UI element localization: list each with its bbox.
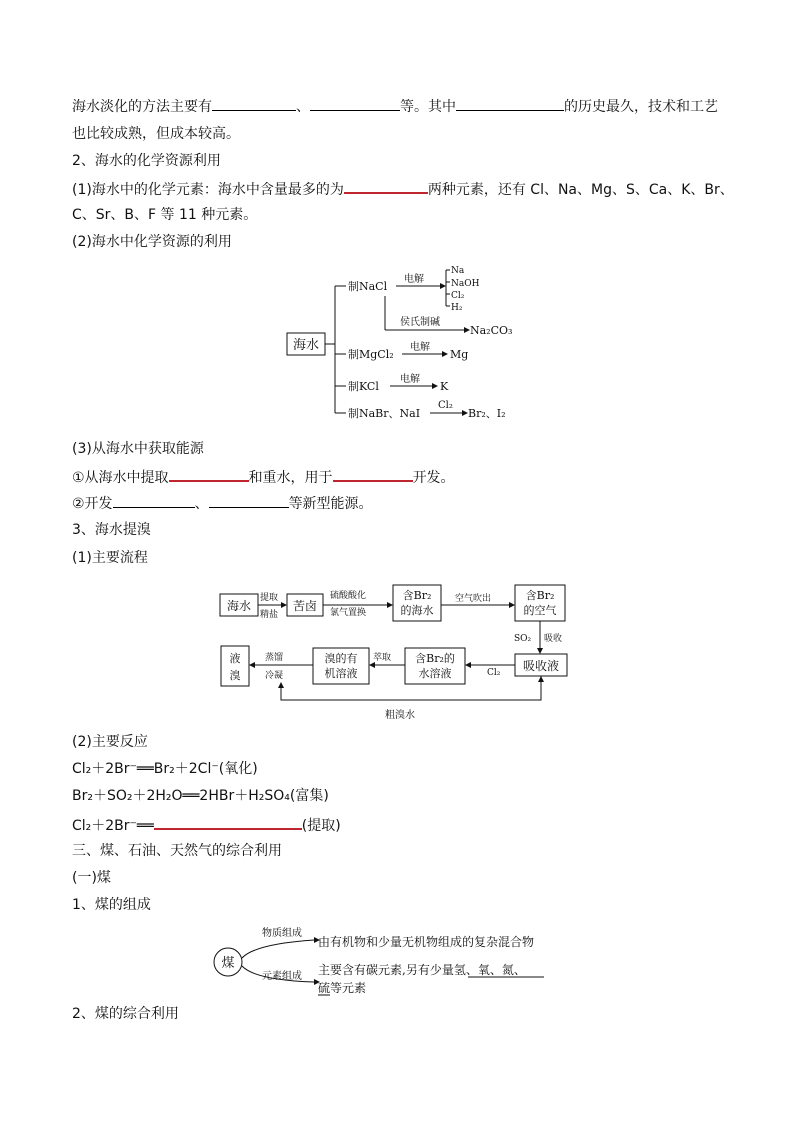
- p8-text-b: 、: [194, 496, 209, 512]
- electrolysis-label-3: 电解: [400, 374, 420, 385]
- reaction-2: Br₂＋SO₂＋2H₂O══2HBr＋H₂SO₄(富集): [72, 788, 329, 804]
- p10-line: (2)主要反应: [72, 734, 148, 750]
- flow-absorb-liquid: 吸收液: [522, 659, 560, 673]
- flow-acidify: 硫酸酸化: [330, 591, 367, 601]
- p1-line: [72, 96, 718, 117]
- element-composition-text-a: 主要含有碳元素,另有少量氢、氧、氮、: [318, 963, 526, 977]
- flow-cl2: Cl₂: [487, 668, 501, 678]
- flow-liquid-br-a: 液: [229, 652, 241, 665]
- flow-br-aq-a: 含Br₂的: [415, 652, 455, 665]
- p7-text-c: 开发。: [412, 470, 455, 486]
- p3-line: [72, 178, 734, 200]
- branch-kcl: 制KCl: [348, 380, 379, 393]
- r3-text-a: Cl₂＋2Br⁻══: [72, 818, 154, 834]
- flow-extract-salt: 提取: [260, 593, 279, 603]
- coal-label: 煤: [221, 956, 235, 971]
- hou-process-label: 侯氏制碱: [400, 317, 440, 328]
- p7-text-b: 和重水，用于: [248, 470, 333, 486]
- substance-composition-text: 由有机物和少量无机物组成的复杂混合物: [318, 935, 535, 949]
- p8-text-c: 等新型能源。: [288, 496, 373, 512]
- p2-line: 也比较成熟，但成本较高。: [72, 126, 240, 142]
- product-mg: Mg: [450, 348, 469, 361]
- flow-so2: SO₂: [514, 634, 532, 644]
- product-br2-i2: Br₂、I₂: [468, 407, 506, 420]
- branch-mgcl2: 制MgCl₂: [348, 348, 394, 361]
- flow-br-seawater-a: 含Br₂: [402, 589, 432, 602]
- flow-br-air-a: 含Br₂: [525, 589, 555, 602]
- coal-composition-heading: 1、煤的组成: [72, 897, 151, 913]
- product-naoh: NaOH: [451, 279, 480, 289]
- p5-line: (2)海水中化学资源的利用: [72, 234, 232, 250]
- flow-absorb: 吸收: [544, 634, 563, 644]
- flow-extraction: 萃取: [373, 653, 392, 663]
- element-composition-label: 元素组成: [262, 971, 302, 982]
- coal-heading: (一)煤: [72, 870, 111, 886]
- flow-seawater: 海水: [226, 599, 252, 613]
- flow-br-seawater-b: 的海水: [400, 604, 434, 617]
- flow-distill: 蒸馏: [265, 653, 284, 663]
- electrolysis-label-1: 电解: [404, 274, 424, 285]
- coal-utilization-heading: 2、煤的综合利用: [72, 1006, 179, 1022]
- p1-text-d: 的历史最久，技术和工艺: [564, 99, 718, 115]
- section-2-heading: 2、海水的化学资源利用: [72, 153, 221, 169]
- section-3-heading: 3、海水提溴: [72, 522, 151, 538]
- p6-line: (3)从海水中获取能源: [72, 441, 204, 457]
- section-three-heading: 三、煤、石油、天然气的综合利用: [72, 843, 282, 859]
- blank-6[interactable]: [333, 466, 413, 482]
- p8-text-a: ②开发: [72, 496, 113, 512]
- p1-text-c: 等。其中: [400, 99, 456, 115]
- p1-text-b: 、: [296, 99, 310, 115]
- branch-nabr-nai: 制NaBr、NaI: [348, 407, 421, 420]
- flow-condense: 冷凝: [265, 671, 284, 681]
- reaction-3: [72, 814, 341, 836]
- p4-line: C、Sr、B、F 等 11 种元素。: [72, 207, 258, 223]
- bromine-extraction-flow: [215, 582, 575, 722]
- p3-text-b: 两种元素，还有 Cl、Na、Mg、S、Ca、K、Br、: [427, 182, 734, 198]
- flow-org-b: 机溶液: [324, 667, 358, 680]
- blank-4[interactable]: [344, 178, 428, 194]
- blank-1[interactable]: [212, 96, 296, 111]
- branch-nacl: 制NaCl: [348, 280, 388, 293]
- seawater-resources-diagram: [280, 258, 540, 428]
- blank-5[interactable]: [169, 466, 249, 482]
- blank-9[interactable]: [154, 814, 302, 830]
- cl2-reagent-label: Cl₂: [438, 400, 453, 411]
- flow-bittern: 苦卤: [292, 599, 318, 613]
- coal-composition-diagram: [210, 922, 570, 1002]
- p7-line: [72, 466, 455, 488]
- p1-text-a: 海水淡化的方法主要有: [72, 99, 212, 115]
- electrolysis-label-2: 电解: [410, 342, 430, 353]
- element-composition-text-b: 硫等元素: [318, 981, 367, 995]
- flow-air-blow: 空气吹出: [455, 594, 492, 604]
- product-h2: H₂: [451, 303, 463, 313]
- flow-br-aq-b: 水溶液: [418, 667, 452, 680]
- flow-crude-br-water: 粗溴水: [385, 710, 415, 721]
- product-k: K: [440, 380, 449, 393]
- flow-org-a: 溴的有: [324, 652, 358, 665]
- reaction-1: Cl₂＋2Br⁻══Br₂＋2Cl⁻(氧化): [72, 761, 258, 777]
- p9-line: (1)主要流程: [72, 550, 148, 566]
- blank-2[interactable]: [310, 96, 400, 111]
- r3-text-b: (提取): [301, 818, 341, 834]
- flow-br-air-b: 的空气: [523, 604, 557, 617]
- product-cl2: Cl₂: [451, 291, 465, 301]
- product-na2co3: Na₂CO₃: [470, 324, 513, 337]
- blank-8[interactable]: [209, 493, 289, 508]
- blank-3[interactable]: [456, 96, 564, 111]
- flow-liquid-br-b: 溴: [229, 669, 241, 682]
- blank-7[interactable]: [113, 493, 195, 508]
- p8-line: [72, 493, 373, 514]
- p7-text-a: ①从海水中提取: [72, 470, 169, 486]
- seawater-label: 海水: [292, 338, 320, 353]
- flow-cl-replace: 氯气置换: [330, 608, 367, 618]
- flow-refined-salt: 精盐: [260, 610, 279, 620]
- substance-composition-label: 物质组成: [262, 928, 302, 939]
- product-na: Na: [451, 266, 465, 276]
- p3-text-a: (1)海水中的化学元素：海水中含量最多的为: [72, 182, 344, 198]
